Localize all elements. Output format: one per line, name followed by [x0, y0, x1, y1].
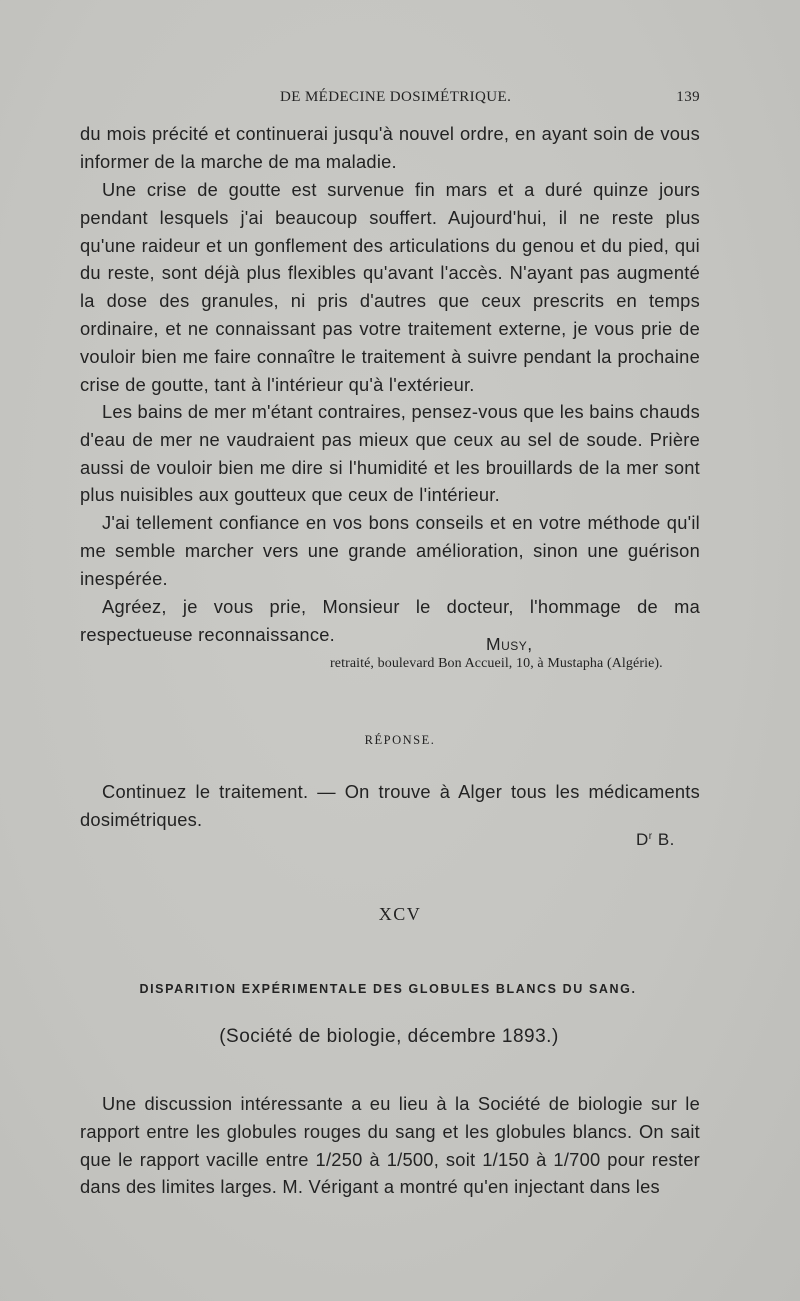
paragraph-closing: Agréez, je vous prie, Monsieur le docteur, l'hommage de ma respectueuse reconnaissance. [80, 596, 700, 645]
paragraph-gout-crisis: Une crise de goutte est survenue fin mars et a duré quinze jours pendant lesquels j'ai beaucoup souffert. Aujourd'hui, il ne reste plus qu'une raideur et un gonflement des articulations du genou et du pied, qui du reste, sont déjà plus flexibles qu'avant l'accès. N'ayant pas augmenté la dose des granules, ni pris d'autres que ceux prescrits en temps ordinaire, et ne connaissant pas votre traitement externe, je vous prie de vouloir bien me faire connaître le traitement à suivre pendant la prochaine crise de goutte, tant à l'intérieur qu'à l'extérieur. [80, 179, 700, 395]
section-title: DISPARITION EXPÉRIMENTALE DES GLOBULES BLANCS DU SANG. [139, 982, 637, 996]
doctor-prefix: D [636, 830, 649, 849]
response-heading: RÉPONSE. [364, 733, 436, 747]
letter-signature-address: retraité, boulevard Bon Accueil, 10, à Mustapha (Algérie). [330, 656, 663, 671]
section-number: XCV [378, 904, 422, 924]
doctor-initial: B. [652, 830, 675, 849]
paragraph-continuation: du mois précité et continuerai jusqu'à nouvel ordre, en ayant soin de vous informer de la marche de ma maladie. [80, 123, 700, 172]
paragraph-response: Continuez le traitement. — On trouve à Alger tous les médicaments dosimétriques. [80, 781, 700, 830]
paragraph-sea-baths: Les bains de mer m'étant contraires, pensez-vous que les bains chauds d'eau de mer ne vaudraient pas mieux que ceux au sel de soude. Prière aussi de vouloir bien me dire si l'humidité et les brouillards de la mer sont plus nuisibles aux goutteux que ceux de l'intérieur. [80, 401, 700, 506]
page-number: 139 [676, 89, 700, 105]
doctor-prefix-superscript: r [648, 831, 653, 842]
doctor-signature [636, 830, 675, 850]
paragraph-confidence: J'ai tellement confiance en vos bons conseils et en votre méthode qu'il me semble marcher vers une grande amélioration, sinon une guérison inespérée. [80, 512, 700, 589]
running-head-title: DE MÉDECINE DOSIMÉTRIQUE. [280, 89, 512, 105]
running-head [80, 89, 700, 113]
letter-signature-name: Musy, [486, 634, 533, 654]
paragraph-discussion: Une discussion intéressante a eu lieu à la Société de biologie sur le rapport entre les globules rouges du sang et les globules blancs. On sait que le rapport vacille entre 1/250 à 1/500, soit 1/150 à 1/700 pour rester dans des limites larges. M. Vérigant a montré qu'en injectant dans les [80, 1093, 700, 1198]
section-subtitle: (Société de biologie, décembre 1893.) [219, 1026, 559, 1047]
